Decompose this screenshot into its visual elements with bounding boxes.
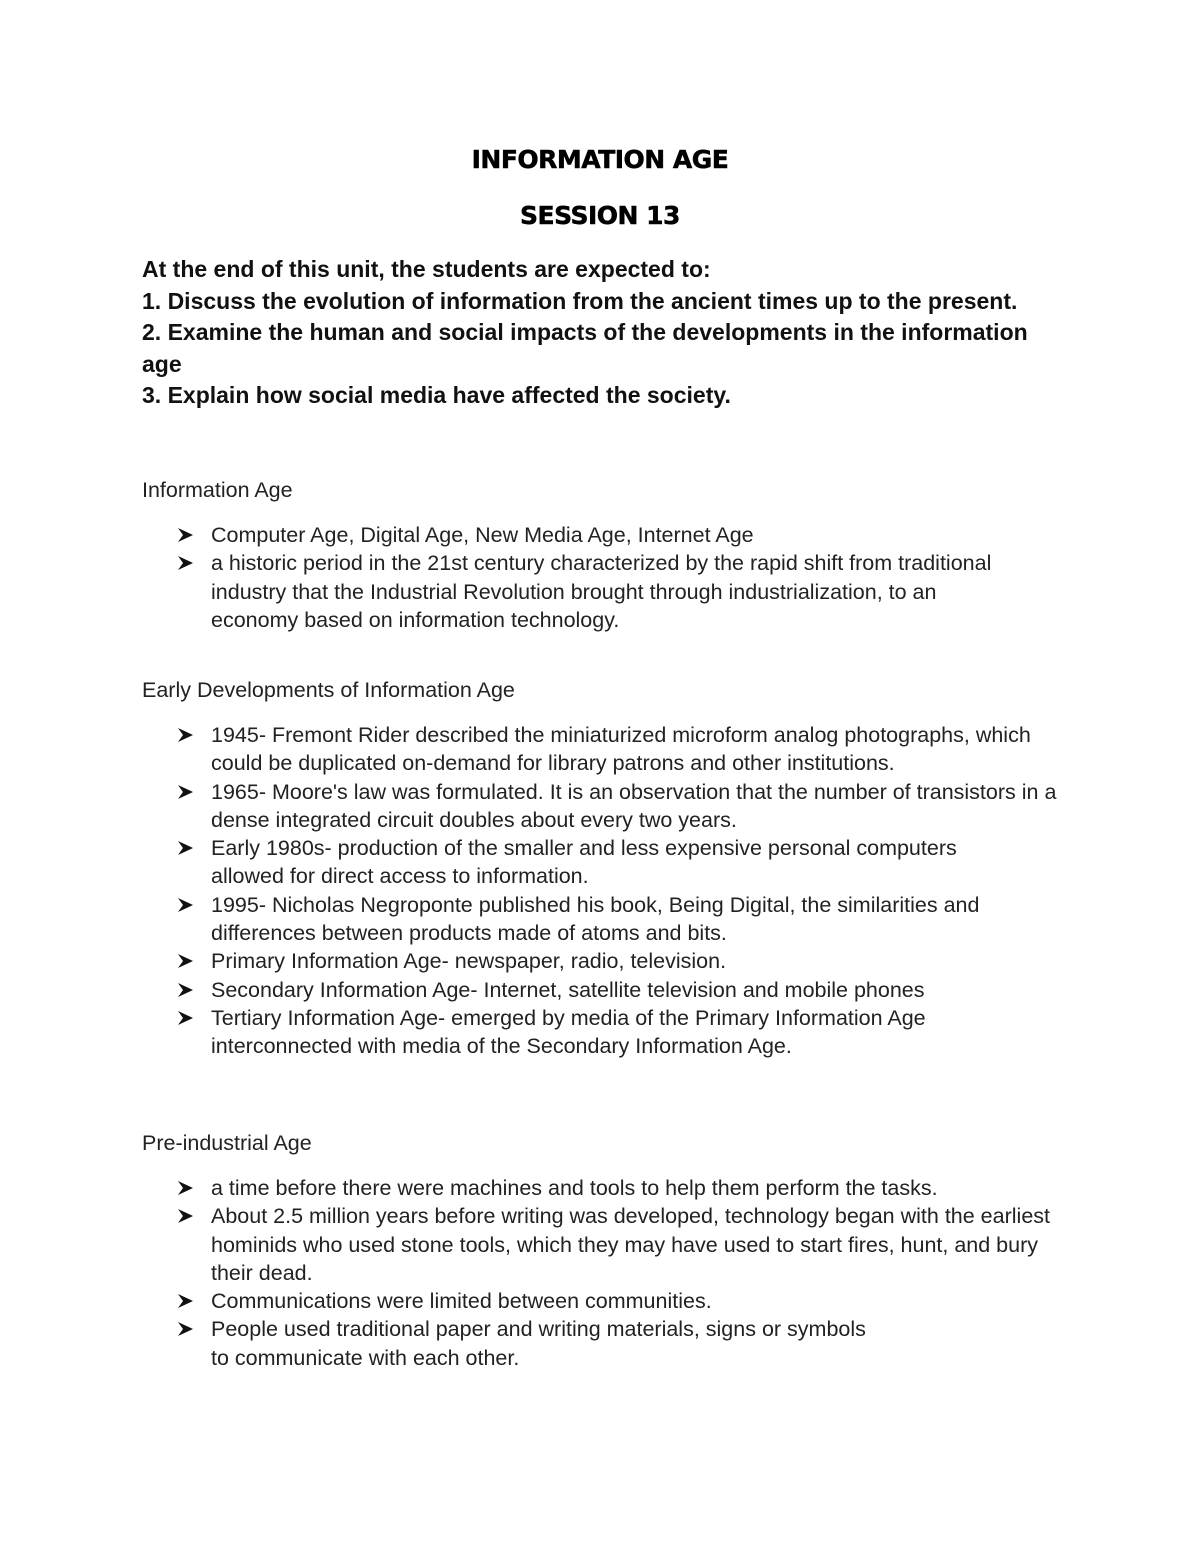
list-item-text: 1965- Moore's law was formulated. It is an observation that the number of transistors in a dense integrated circuit doubles about every two years. (211, 779, 1057, 832)
arrowhead-bullet-icon (177, 1180, 194, 1196)
arrowhead-bullet-icon (177, 897, 194, 913)
arrowhead-bullet-icon (177, 953, 194, 969)
arrowhead-bullet-icon (177, 840, 194, 856)
list-item (142, 834, 1072, 891)
bullet-list (142, 721, 1072, 1061)
list-item-text: About 2.5 million years before writing was developed, technology began with the earliest hominids who used stone tools, which they may have used to start fires, hunt, and bury their dead. (211, 1204, 1050, 1285)
objective-item: 1. Discuss the evolution of information from the ancient times up to the present. (142, 287, 1018, 314)
list-item (142, 976, 1072, 1004)
list-item (142, 778, 1072, 835)
list-item-text: Computer Age, Digital Age, New Media Age, Internet Age (211, 523, 754, 547)
list-item-text: Early 1980s- production of the smaller and less expensive personal computers allowed for direct access to information. (211, 836, 957, 889)
list-item-text: a historic period in the 21st century characterized by the rapid shift from traditional industry that the Industrial Revolution brought through industrialization, to an economy based on information technology. (211, 551, 992, 632)
list-item-text: 1995- Nicholas Negroponte published his book, Being Digital, the similarities and differences between products made of atoms and bits. (211, 892, 980, 946)
arrowhead-bullet-icon (177, 982, 194, 998)
list-item-text: Tertiary Information Age- emerged by media of the Primary Information Age interconnected with media of the Secondary Information Age. (211, 1005, 926, 1059)
arrowhead-bullet-icon (177, 1321, 194, 1337)
bullet-list (142, 1174, 1072, 1372)
list-item (142, 947, 1072, 975)
bullet-list (142, 521, 1072, 634)
section-heading: Early Developments of Information Age (142, 678, 515, 702)
list-item (142, 721, 1072, 778)
list-item (142, 1174, 1072, 1202)
list-item-text: People used traditional paper and writing materials, signs or symbols to communicate with each other. (211, 1317, 866, 1370)
list-item (142, 549, 1072, 634)
arrowhead-bullet-icon (177, 1208, 194, 1224)
arrowhead-bullet-icon (177, 1010, 194, 1026)
arrowhead-bullet-icon (177, 527, 194, 543)
objectives-intro: At the end of this unit, the students are expected to: (142, 256, 711, 282)
list-item (142, 891, 1072, 948)
learning-objectives (142, 254, 1072, 412)
document-title: INFORMATION AGE (471, 145, 729, 174)
objective-item: 2. Examine the human and social impacts of the developments in the information age (142, 319, 1028, 377)
section-early-developments (142, 676, 1072, 1061)
objective-item: 3. Explain how social media have affected the society. (142, 382, 731, 409)
session-title: SESSION 13 (520, 201, 680, 230)
arrowhead-bullet-icon (177, 555, 194, 571)
section-information-age (142, 476, 1072, 634)
arrowhead-bullet-icon (177, 1293, 194, 1309)
section-pre-industrial-age (142, 1129, 1072, 1372)
list-item (142, 1004, 1072, 1061)
list-item (142, 1287, 1072, 1315)
arrowhead-bullet-icon (177, 727, 194, 743)
list-item-text: a time before there were machines and tools to help them perform the tasks. (211, 1176, 938, 1200)
list-item-text: Primary Information Age- newspaper, radio, television. (211, 949, 727, 974)
list-item (142, 1202, 1072, 1287)
list-item-text: Secondary Information Age- Internet, satellite television and mobile phones (211, 977, 925, 1002)
list-item (142, 521, 1072, 549)
arrowhead-bullet-icon (177, 784, 194, 800)
section-heading: Pre-industrial Age (142, 1131, 312, 1155)
section-heading: Information Age (142, 478, 293, 502)
list-item-text: 1945- Fremont Rider described the miniaturized microform analog photographs, which could be duplicated on-demand for library patrons and other institutions. (211, 723, 1031, 776)
list-item (142, 1315, 1072, 1372)
list-item-text: Communications were limited between communities. (211, 1289, 712, 1314)
